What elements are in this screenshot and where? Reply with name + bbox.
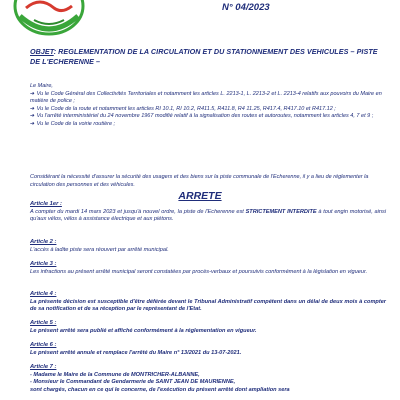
article-1 [30, 201, 386, 224]
article-2 [30, 239, 386, 254]
article-2-body: L'accès à ladite piste sera réouvert par arrêté municipal. [30, 246, 169, 253]
article-4-body: La présente décision est susceptible d'être déférée devant le Tribunal Administratif compétent dans un délai de deux mois à compter de sa notification et de sa réception par le représentant de l'Etat. [30, 298, 386, 313]
article-2-title: Article 2 : [30, 239, 57, 245]
commune-logo [10, 0, 88, 36]
article-7-title: Article 7 : [30, 364, 57, 370]
article-6-title: Article 6 : [30, 342, 57, 348]
article-3 [30, 261, 386, 276]
article-4 [30, 291, 386, 314]
arrow-icon: ➔ [30, 120, 35, 127]
arrow-icon: ➔ [30, 105, 35, 112]
article-5-title: Article 5 : [30, 320, 57, 326]
visa-item: ➔ Vu le Code de la voirie routière ; [30, 120, 116, 127]
visas-intro: Le Maire, [30, 83, 53, 89]
article-7-line-3: sont chargés, chacun en ce qui le concerne, de l'exécution du présent arrêté dont ampliation sera [30, 387, 290, 394]
article-7-line-2: - Monsieur le Commandant de Gendarmerie de SAINT JEAN DE MAURIENNE, [30, 379, 236, 386]
article-3-title: Article 3 : [30, 261, 57, 267]
objet-label: OBJET [30, 47, 54, 56]
visas-block [30, 83, 386, 129]
article-1-title: Article 1er : [30, 201, 62, 207]
visa-item: ➔ Vu l'arrêté interministériel du 24 novembre 1967 modifié relatif à la signalisation des routes et autoroutes, notamment les articles 4, 7 et 9 ; [30, 113, 374, 120]
visa-item: ➔ Vu le Code Général des Collectivités Territoriales et notamment les articles L. 2213-1, L. 2213-2 et L. 2213-4 relatifs aux pouvoirs du Maire en matière de police ; [30, 90, 382, 105]
considerant-paragraph: Considérant la nécessité d'assurer la sécurité des usagers et des biens sur la piste communale de l'Echerenne, il y a lieu de réglementer la circulation des personnes et des véhicules. [30, 174, 369, 188]
article-3-body: Les infractions au présent arrêté municipal seront constatées par procès-verbaux et poursuivis conformément à la législation en vigueur. [30, 268, 368, 275]
article-1-body: A compter du mardi 14 mars 2023 et jusqu'à nouvel ordre, la piste de l'Echerenne est STRICTEMENT INTERDITE à tout engin motorisé, ainsi qu'aux vélos, vélos à assistance électrique et aux piétons. [30, 208, 387, 223]
article-5 [30, 320, 386, 335]
article-7-line-1: - Madame le Maire de la Commune de MONTRICHER-ALBANNE, [30, 371, 200, 378]
objet-text: : REGLEMENTATION DE LA CIRCULATION ET DU STATIONNEMENT DES VEHICULES – PISTE DE L'ECHERENNE – [30, 47, 378, 66]
article-6-body: Le présent arrêté annule et remplace l'arrêté du Maire n° 13/2021 du 13-07-2021. [30, 349, 242, 356]
article-7 [30, 364, 386, 395]
arrete-number: N° 04/2023 [222, 2, 270, 13]
article-6 [30, 342, 386, 357]
visa-item: ➔ Vu le Code de la route et notamment les articles RI 10.1, RI 10.2, R411.5, R411.8, R4 11.25, R417.4, R417.10 et R417.12 ; [30, 105, 336, 112]
article-5-body: Le présent arrêté sera publié et affiché conformément à la réglementation en vigueur. [30, 327, 257, 334]
arrete-heading: ARRETE [178, 190, 222, 202]
objet-line [30, 47, 386, 67]
arrow-icon: ➔ [30, 90, 35, 97]
article-4-title: Article 4 : [30, 291, 57, 297]
arrow-icon: ➔ [30, 113, 35, 120]
